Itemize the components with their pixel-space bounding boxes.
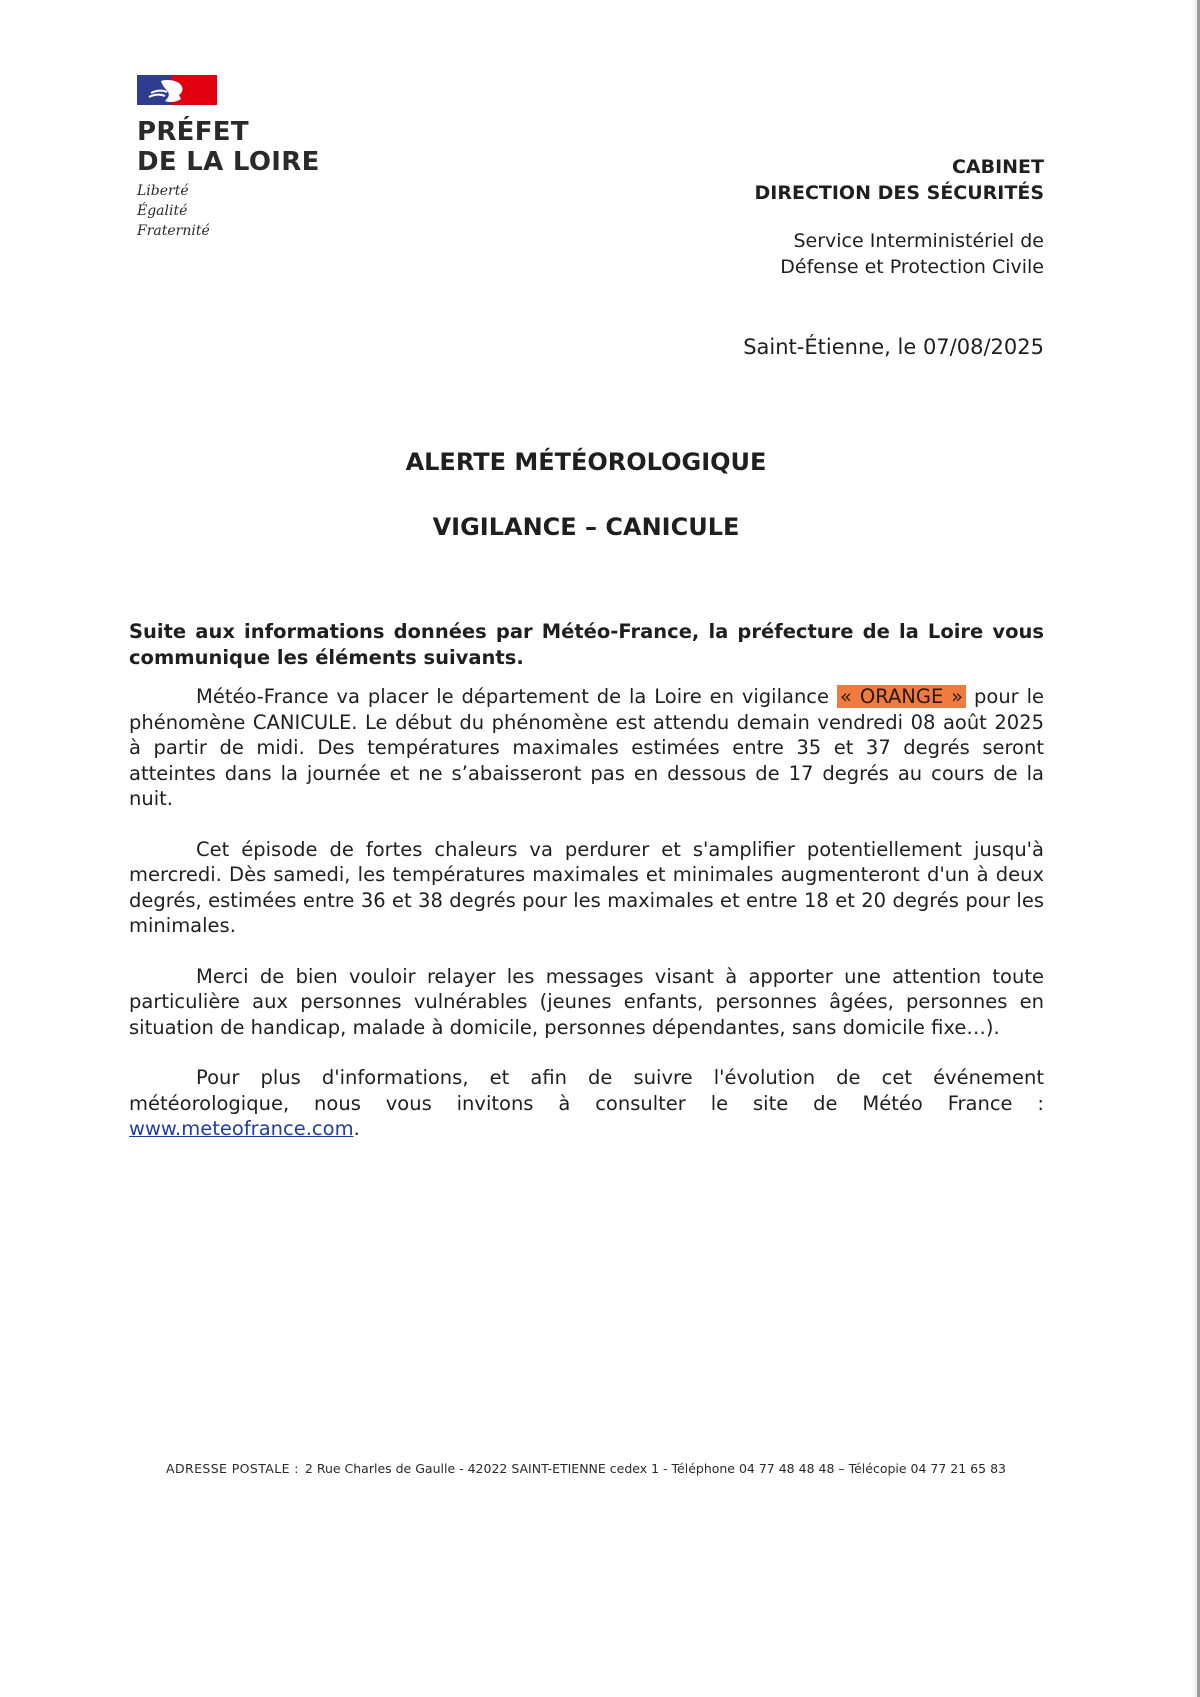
service-header xyxy=(584,154,1044,280)
service-label-line1: Service Interministériel de xyxy=(793,230,1044,252)
footer-address: 2 Rue Charles de Gaulle - 42022 SAINT-ETIENNE cedex 1 - Téléphone 04 77 48 48 48 – Télécopie 04 77 21 65 83 xyxy=(304,1461,1006,1476)
prefecture-logo xyxy=(137,75,357,241)
motto-fraternite: Fraternité xyxy=(137,223,210,239)
document-body xyxy=(129,619,1044,1167)
vigilance-title: VIGILANCE – CANICULE xyxy=(432,513,740,541)
marianne-icon xyxy=(137,75,217,105)
vigilance-text-end: pour le phénomène CANICULE. Le début du phénomène est attendu demain vendredi 08 août 2025 à partir de midi. Des températures maximales estimées entre 35 et 37 degrés seront atteintes dans la journée et ne s’abaisseront pas en dessous de 17 degrés au cours de la nuit. xyxy=(129,685,1044,810)
prefet-title-line2: DE LA LOIRE xyxy=(137,147,320,177)
prefet-title-line1: PRÉFET xyxy=(137,117,249,147)
meteofrance-link[interactable]: www.meteofrance.com xyxy=(129,1117,354,1140)
more-info-text: Pour plus d'informations, et afin de suivre l'évolution de cet événement météorologique, nous vous invitons à consulter le site de Météo France : xyxy=(129,1066,1044,1115)
orange-level-badge: « ORANGE » xyxy=(837,685,966,708)
cabinet-label: CABINET xyxy=(951,156,1044,178)
service-label-line2: Défense et Protection Civile xyxy=(780,256,1044,278)
episode-paragraph: Cet épisode de fortes chaleurs va perdurer et s'amplifier potentiellement jusqu'à mercredi. Dès samedi, les températures maximales et minimales augmenteront d'un à deux degrés, estimées entre 36 et 38 degrés pour les maximales et entre 18 et 20 degrés pour les minimales. xyxy=(129,837,1044,937)
vigilance-paragraph xyxy=(129,684,1044,812)
motto-egalite: Égalité xyxy=(137,203,188,219)
relay-paragraph: Merci de bien vouloir relayer les messages visant à apporter une attention toute particulière aux personnes vulnérables (jeunes enfants, personnes âgées, personnes en situation de handicap, malade à domicile, personnes dépendantes, sans domicile fixe…). xyxy=(129,964,1044,1039)
footer-label: ADRESSE POSTALE : xyxy=(166,1461,299,1476)
direction-label: DIRECTION DES SÉCURITÉS xyxy=(754,182,1044,204)
motto-liberte: Liberté xyxy=(137,183,189,199)
postal-address-footer xyxy=(0,1461,1172,1477)
document-date: Saint-Étienne, le 07/08/2025 xyxy=(743,335,1044,359)
more-info-paragraph xyxy=(129,1065,1044,1142)
more-info-end: . xyxy=(353,1117,360,1140)
intro-paragraph: Suite aux informations données par Météo-France, la préfecture de la Loire vous communique les éléments suivants. xyxy=(129,620,1044,669)
alert-title: ALERTE MÉTÉOROLOGIQUE xyxy=(405,448,767,476)
vigilance-text-start: Météo-France va placer le département de la Loire en vigilance xyxy=(196,685,830,708)
